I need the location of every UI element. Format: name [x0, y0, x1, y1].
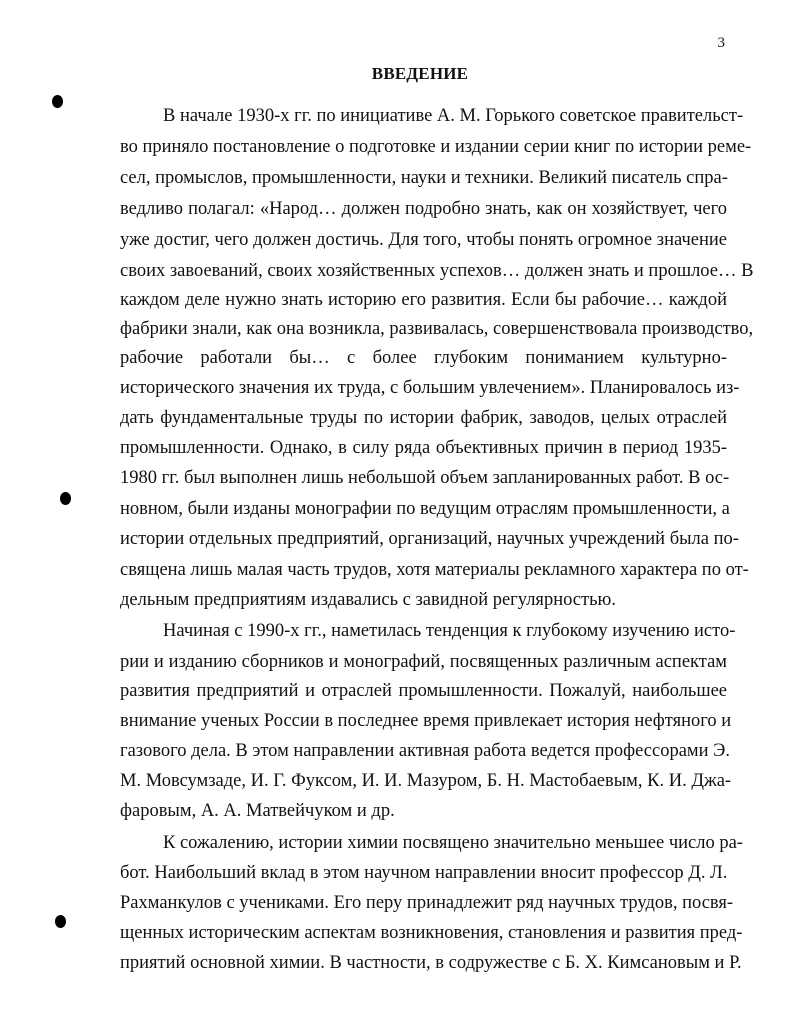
text-line: К сожалению, истории химии посвящено значительно меньшее число ра- — [163, 833, 743, 853]
text-line: внимание ученых России в последнее время привлекает история нефтяного и — [120, 711, 732, 731]
text-line: новном, были изданы монографии по ведущим отраслям промышленности, а — [120, 499, 730, 519]
text-line: дельным предприятиям издавались с завидной регулярностью. — [120, 590, 616, 610]
punch-hole-mark — [52, 95, 63, 108]
text-line: промышленности. Однако, в силу ряда объективных причин в период 1935- — [120, 438, 727, 458]
text-line: 1980 гг. был выполнен лишь небольшой объем запланированных работ. В ос- — [120, 468, 730, 488]
text-line: каждом деле нужно знать историю его развития. Если бы рабочие… каждой — [120, 290, 727, 310]
text-line: М. Мовсумзаде, И. Г. Фуксом, И. И. Мазуром, Б. Н. Мастобаевым, К. И. Джа- — [120, 771, 732, 791]
text-line: фабрики знали, как она возникла, развивалась, совершенствовала производство, — [120, 319, 754, 339]
text-line: приятий основной химии. В частности, в содружестве с Б. Х. Кимсановым и Р. — [120, 953, 742, 973]
text-line: Рахманкулов с учениками. Его перу принадлежит ряд научных трудов, посвя- — [120, 893, 734, 913]
text-line: щенных историческим аспектам возникновения, становления и развития пред- — [120, 923, 743, 943]
text-line: развития предприятий и отраслей промышленности. Пожалуй, наибольшее — [120, 681, 727, 701]
text-line: священа лишь малая часть трудов, хотя материалы рекламного характера по от- — [120, 560, 749, 580]
text-line: ведливо полагал: «Народ… должен подробно знать, как он хозяйствует, чего — [120, 199, 727, 219]
section-heading: ВВЕДЕНИЕ — [371, 64, 469, 83]
punch-hole-mark — [60, 492, 71, 505]
text-line: В начале 1930-х гг. по инициативе А. М. Горького советское правительст- — [163, 106, 744, 126]
text-line: бот. Наибольший вклад в этом научном направлении вносит профессор Д. Л. — [120, 863, 728, 883]
page-number: 3 — [717, 35, 725, 51]
punch-hole-mark — [55, 915, 66, 928]
text-line: рии и изданию сборников и монографий, посвященных различным аспектам — [120, 652, 727, 672]
text-line: уже достиг, чего должен достичь. Для того, чтобы понять огромное значение — [120, 230, 727, 250]
text-line: Начиная с 1990-х гг., наметилась тенденция к глубокому изучению исто- — [163, 621, 736, 641]
text-line: рабочие работали бы… с более глубоким пониманием культурно- — [120, 348, 727, 368]
text-line: исторического значения их труда, с большим увлечением». Планировалось из- — [120, 378, 740, 398]
text-line: истории отдельных предприятий, организаций, научных учреждений была по- — [120, 529, 739, 549]
text-line: во приняло постановление о подготовке и издании серии книг по истории реме- — [120, 137, 752, 157]
text-line: дать фундаментальные труды по истории фабрик, заводов, целых отраслей — [120, 408, 727, 428]
text-line: газового дела. В этом направлении активная работа ведется профессорами Э. — [120, 741, 730, 761]
text-line: фаровым, А. А. Матвейчуком и др. — [120, 801, 395, 821]
text-line: сел, промыслов, промышленности, науки и техники. Великий писатель спра- — [120, 168, 728, 188]
text-line: своих завоеваний, своих хозяйственных успехов… должен знать и прошлое… В — [120, 261, 754, 281]
